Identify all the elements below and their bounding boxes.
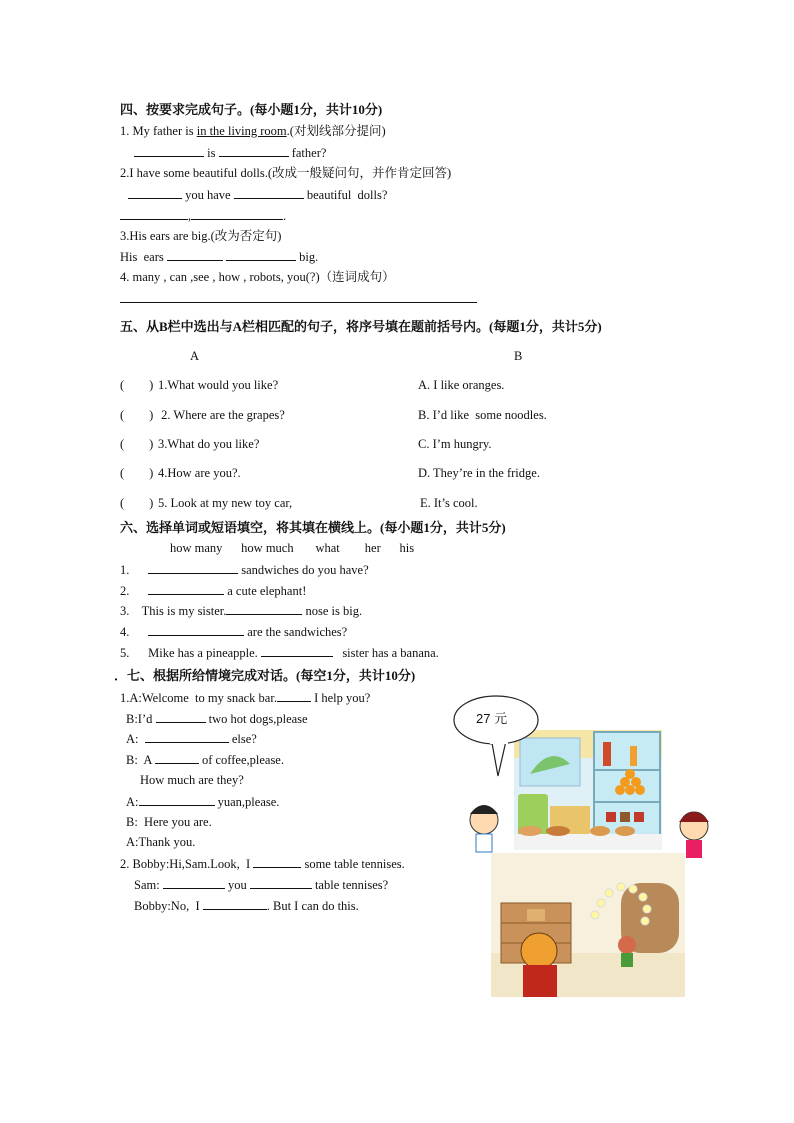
underlined-phrase: in the living room (196, 124, 287, 138)
dialog1-line: B: A of coffee,please. (126, 753, 284, 767)
column-a-header: A (190, 349, 200, 363)
s4-q2: 2.I have some beautiful dolls.(改成一般疑问句，并作肯定回答) (120, 166, 452, 180)
dialog1-line: How much are they? (140, 773, 244, 787)
blank[interactable] (253, 855, 301, 868)
s4-q4: 4. many , can ,see , how , robots, you(?)（连词成句） (120, 270, 395, 284)
blank[interactable] (191, 207, 283, 220)
dialog1-line: A:Thank you. (126, 835, 196, 849)
column-a-item: 4.How are you?. (158, 466, 241, 480)
column-b-item: D. They’re in the fridge. (418, 466, 540, 480)
dialog1-line: B: Here you are. (126, 815, 212, 829)
s6-item: 1. sandwiches do you have? (120, 563, 369, 577)
blank[interactable] (128, 186, 182, 199)
blank[interactable] (148, 561, 238, 574)
answer-paren[interactable]: ( ) (120, 496, 154, 510)
s6-item: 2. a cute elephant! (120, 584, 307, 598)
s6-item: 5. Mike has a pineapple. sister has a banana. (120, 646, 439, 660)
blank[interactable] (277, 689, 311, 702)
blank[interactable] (203, 897, 267, 910)
s4-q3: 3.His ears are big.(改为否定句) (120, 229, 282, 243)
column-a-item: 5. Look at my new toy car, (158, 496, 293, 510)
blank[interactable] (234, 186, 304, 199)
blank[interactable] (145, 730, 229, 743)
section6-title: 六、选择单词或短语填空，将其填在横线上。(每小题1分，共计5分) (120, 520, 506, 535)
s4-q1: 1. My father is in the living room.(对划线部分提问) (120, 124, 386, 138)
dialog2-line: Sam: you table tennises? (134, 878, 389, 892)
blank[interactable] (226, 602, 302, 615)
blank[interactable] (261, 644, 333, 657)
column-a-item: 2. Where are the grapes? (158, 408, 285, 422)
word-bank: how many how much what her his (170, 541, 415, 555)
section7-title: ．七、根据所给情境完成对话。(每空1分，共计10分) (114, 668, 416, 683)
blank[interactable] (155, 751, 199, 764)
blank[interactable] (219, 144, 289, 157)
dialog2-line: Bobby:No, I . But I can do this. (134, 899, 359, 913)
section4-title: 四、按要求完成句子。(每小题1分，共计10分) (120, 102, 383, 117)
blank[interactable] (250, 876, 312, 889)
blank[interactable] (134, 144, 204, 157)
s4-q4-answer-line[interactable] (120, 302, 477, 303)
blank[interactable] (167, 248, 223, 261)
dialog1-line: A: else? (126, 732, 257, 746)
s4-q3-answer: His ears big. (120, 250, 319, 264)
dialog1-line: A: yuan,please. (126, 795, 280, 809)
column-b-item: A. I like oranges. (418, 378, 505, 392)
column-b-item: B. I’d like some noodles. (418, 408, 547, 422)
speech-bubble (450, 692, 546, 782)
blank[interactable] (156, 710, 206, 723)
dialog1-line: 1.A:Welcome to my snack bar. I help you? (120, 691, 371, 705)
dialog2-line: 2. Bobby:Hi,Sam.Look, I some table tennises. (120, 857, 405, 871)
blank[interactable] (163, 876, 225, 889)
bubble-price: 27 元 (476, 711, 508, 726)
blank[interactable] (148, 623, 244, 636)
s6-item: 3. This is my sister. nose is big. (120, 604, 363, 618)
table-tennis-illustration (491, 853, 685, 997)
answer-paren[interactable]: ( ) (120, 408, 154, 422)
column-b-header: B (514, 349, 523, 363)
blank[interactable] (120, 207, 188, 220)
answer-paren[interactable]: ( ) (120, 378, 154, 392)
dialog1-line: B:I’d two hot dogs,please (126, 712, 308, 726)
s4-q1-answer: is father? (134, 144, 326, 161)
blank[interactable] (226, 248, 296, 261)
column-b-item: C. I’m hungry. (418, 437, 492, 451)
column-b-item: E. It’s cool. (420, 496, 478, 510)
s4-q2-reply: , . (120, 207, 286, 224)
column-a-item: 3.What do you like? (158, 437, 260, 451)
section5-title: 五、从B栏中选出与A栏相匹配的句子，将序号填在题前括号内。(每题1分，共计5分) (120, 319, 602, 334)
answer-paren[interactable]: ( ) (120, 466, 154, 480)
blank[interactable] (148, 582, 224, 595)
answer-paren[interactable]: ( ) (120, 437, 154, 451)
column-a-item: 1.What would you like? (158, 378, 279, 392)
blank[interactable] (139, 793, 215, 806)
s6-item: 4. are the sandwiches? (120, 625, 348, 639)
s4-q2-answer: you have beautiful dolls? (128, 186, 387, 203)
